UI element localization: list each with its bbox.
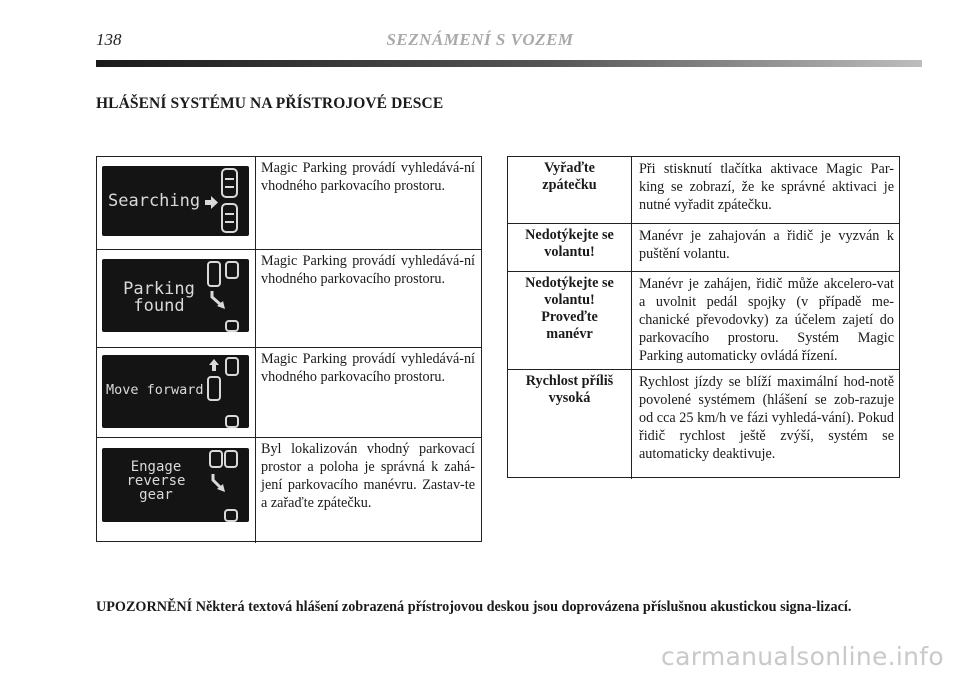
car-icon [222,204,237,232]
header-rule [96,60,922,67]
arrow-right-icon [205,196,218,209]
message-key: Vyřaďte zpátečku [508,157,632,223]
display-image-cell [97,157,256,249]
page-number: 138 [96,30,122,49]
lcd-text: Parking found [123,279,195,316]
row-description: Byl lokalizován vhodný parkovací prostor a poloha je správná k zahá-jení parkovacího manévru. Zastav-te a zařaďte zpátečku. [261,441,475,511]
table-row [508,370,899,479]
table-row [97,348,481,438]
arrow-up-icon [209,359,219,365]
warning-label: UPOZORNĚNÍ [96,599,193,615]
message-key: Nedotýkejte se volantu! [508,224,632,271]
display-image-cell [97,438,256,543]
message-explanation: Manévr je zahajován a řidič je vyzván k puštění volantu. [639,228,894,262]
car-icon [222,169,237,197]
message-key: Rychlost příliš vysoká [508,370,632,479]
display-image-cell [97,348,256,437]
table-row [97,250,481,348]
parking-path-icon [213,474,221,488]
display-messages-table [96,156,482,542]
display-image-cell [97,250,256,347]
message-explanation: Manévr je zahájen, řidič může akcelero-vat a uvolnit pedál spojky (v případě me-chanické převodovky) za účelem zajetí do parkovacího prostoru. Systém Magic Parking automaticky ovládá řízení. [639,276,894,364]
message-explanation: Rychlost jízdy se blíží maximální hod-notě povolené systémem (hlášení se zob-razuje od cca 25 km/h ve fázi vyhledá-vání). Pokud řidič rychlost ještě zvýší, systém se automaticky deaktivuje. [639,374,894,462]
table-row [508,157,899,224]
arrow-up-stem [212,365,216,371]
message-key: Nedotýkejte se volantu! Proveďte manévr [508,272,632,369]
lcd-text: Searching [108,191,201,211]
table-row [97,438,481,543]
section-title: HLÁŠENÍ SYSTÉMU NA PŘÍSTROJOVÉ DESCE [96,95,444,112]
lcd-text: Move forward [106,382,204,398]
table-row [508,272,899,370]
lcd-screen-searching [102,166,249,236]
warning-note [96,598,900,617]
lcd-text: Engage reverse gear [126,459,186,503]
running-title: SEZNÁMENÍ S VOZEM [386,30,574,49]
watermark: carmanualsonline.info [661,642,944,671]
lcd-screen-move-forward [102,355,249,428]
table-row [97,157,481,250]
parking-path-icon [212,291,221,305]
message-explanations-table [507,156,900,478]
lcd-screen-parking-found [102,259,249,332]
row-description: Magic Parking provádí vyhledává-ní vhodného parkovacího prostoru. [261,253,475,287]
lcd-screen-engage-reverse [102,448,249,522]
table-row [508,224,899,272]
warning-text: Některá textová hlášení zobrazená přístrojovou deskou jsou doprovázena příslušnou akustickou signa-lizací. [195,599,852,615]
row-description: Magic Parking provádí vyhledává-ní vhodného parkovacího prostoru. [261,351,475,385]
row-description: Magic Parking provádí vyhledává-ní vhodného parkovacího prostoru. [261,160,475,194]
message-explanation: Při stisknutí tlačítka aktivace Magic Par-king se zobrazí, že ke správné aktivaci je nutné vyřadit zpátečku. [639,161,894,213]
